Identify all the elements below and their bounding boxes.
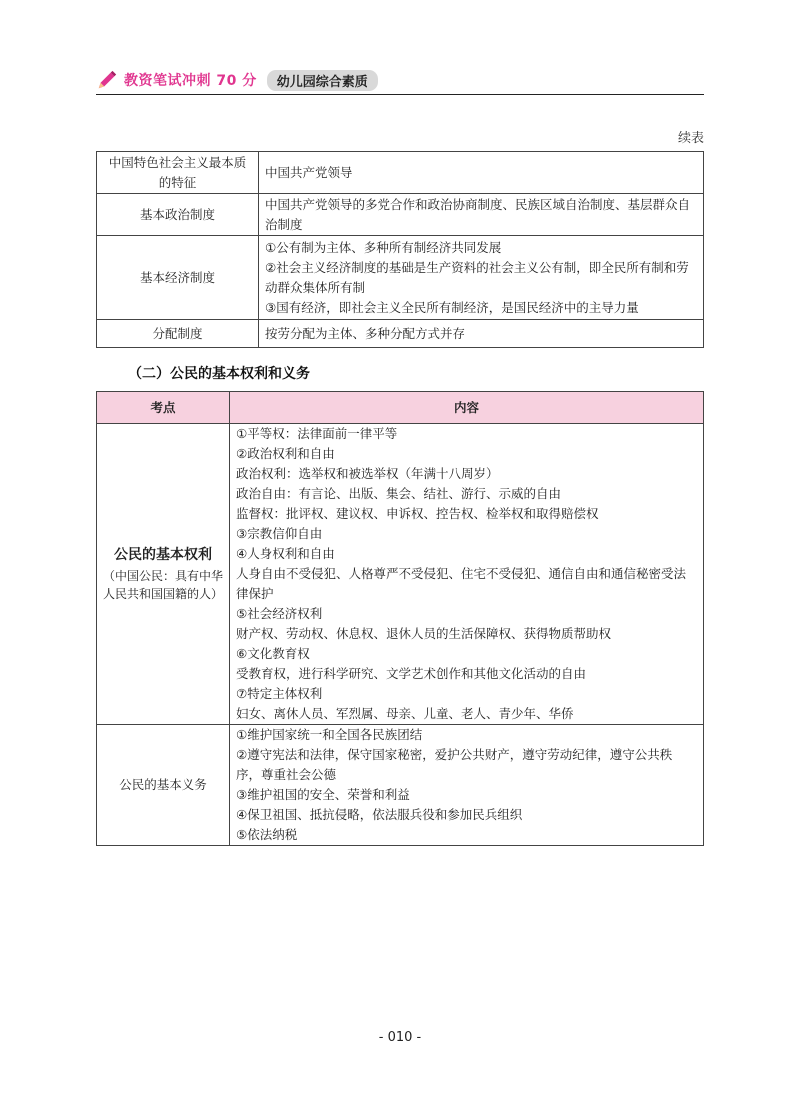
row-value: [259, 236, 704, 320]
subject-badge: 幼儿园综合素质: [267, 70, 378, 91]
row-line: ③国有经济，即社会主义全民所有制经济，是国民经济中的主导力量: [265, 299, 639, 315]
list-item: ①平等权：法律面前一律平等: [236, 426, 398, 441]
table-header-row: [97, 392, 704, 424]
row-value: [259, 152, 704, 194]
rights-key: [97, 424, 230, 725]
header-value: 内容: [230, 392, 704, 424]
table-row: [97, 424, 704, 725]
list-item: ②政治权利和自由: [236, 446, 335, 461]
rights-value: [230, 424, 704, 725]
rights-title: 公民的基本权利: [114, 547, 212, 563]
row-key: [97, 152, 259, 194]
row-key-text: 基本政治制度: [139, 206, 215, 222]
row-value: [259, 320, 704, 348]
list-item: ⑦特定主体权利: [236, 686, 323, 701]
header-key: 考点: [97, 392, 230, 424]
list-item: 政治自由：有言论、出版、集会、结社、游行、示威的自由: [236, 486, 562, 501]
list-item: 受教育权，进行科学研究、文学艺术创作和其他文化活动的自由: [236, 666, 587, 681]
row-line: ②社会主义经济制度的基础是生产资料的社会主义公有制，即全民所有制和劳动群众集体所有制: [265, 259, 689, 295]
page-number: - 010 -: [378, 1030, 422, 1045]
section-title: （二）公民的基本权利和义务: [128, 366, 310, 382]
list-item: 政治权利：选举权和被选举权（年满十八周岁）: [236, 466, 499, 481]
list-item: ⑥文化教育权: [236, 646, 310, 661]
list-item: 妇女、离休人员、军烈属、母亲、儿童、老人、青少年、华侨: [236, 706, 574, 721]
duties-key: [97, 725, 230, 846]
list-item: 人身自由不受侵犯、人格尊严不受侵犯、住宅不受侵犯、通信自由和通信秘密受法律保护: [236, 566, 687, 601]
row-key: [97, 194, 259, 236]
row-line: ①公有制为主体、多种所有制经济共同发展: [265, 239, 502, 255]
row-key-text: 分配制度: [152, 325, 203, 341]
pencil-icon: [96, 69, 118, 91]
list-item: ⑤依法纳税: [236, 827, 298, 842]
row-line: 中国共产党领导: [265, 164, 353, 180]
row-key: [97, 320, 259, 348]
continued-label: 续表: [677, 131, 704, 146]
table-row: [97, 320, 704, 348]
rights-note: （中国公民：具有中华人民共和国国籍的人）: [102, 569, 223, 601]
list-item: ⑤社会经济权利: [236, 606, 323, 621]
system-table: [96, 151, 704, 348]
list-item: ③宗教信仰自由: [236, 526, 323, 541]
row-key-text: 基本经济制度: [139, 269, 215, 285]
list-item: 财产权、劳动权、休息权、退休人员的生活保障权、获得物质帮助权: [236, 626, 612, 641]
list-item: ②遵守宪法和法律，保守国家秘密，爱护公共财产，遵守劳动纪律，遵守公共秩序，尊重社会公德: [236, 747, 673, 782]
duties-value: [230, 725, 704, 846]
list-item: ④人身权利和自由: [236, 546, 335, 561]
row-line: 按劳分配为主体、多种分配方式并存: [265, 325, 466, 341]
row-line: 中国共产党领导的多党合作和政治协商制度、民族区域自治制度、基层群众自治制度: [265, 196, 691, 232]
table-row: [97, 236, 704, 320]
list-item: 监督权：批评权、建议权、申诉权、控告权、检举权和取得赔偿权: [236, 506, 599, 521]
row-key-text: 中国特色社会主义最本质的特征: [108, 154, 247, 190]
table-row: [97, 194, 704, 236]
duties-title: 公民的基本义务: [119, 777, 207, 792]
rights-duties-table: [96, 391, 704, 846]
brand-title: 教资笔试冲刺 70 分: [124, 73, 257, 89]
row-value: [259, 194, 704, 236]
page-header: [96, 66, 704, 94]
table-row: [97, 725, 704, 846]
list-item: ③维护祖国的安全、荣誉和利益: [236, 787, 410, 802]
header-divider: [96, 94, 704, 95]
table-row: [97, 152, 704, 194]
list-item: ①维护国家统一和全国各民族团结: [236, 727, 423, 742]
row-key: [97, 236, 259, 320]
list-item: ④保卫祖国、抵抗侵略，依法服兵役和参加民兵组织: [236, 807, 523, 822]
